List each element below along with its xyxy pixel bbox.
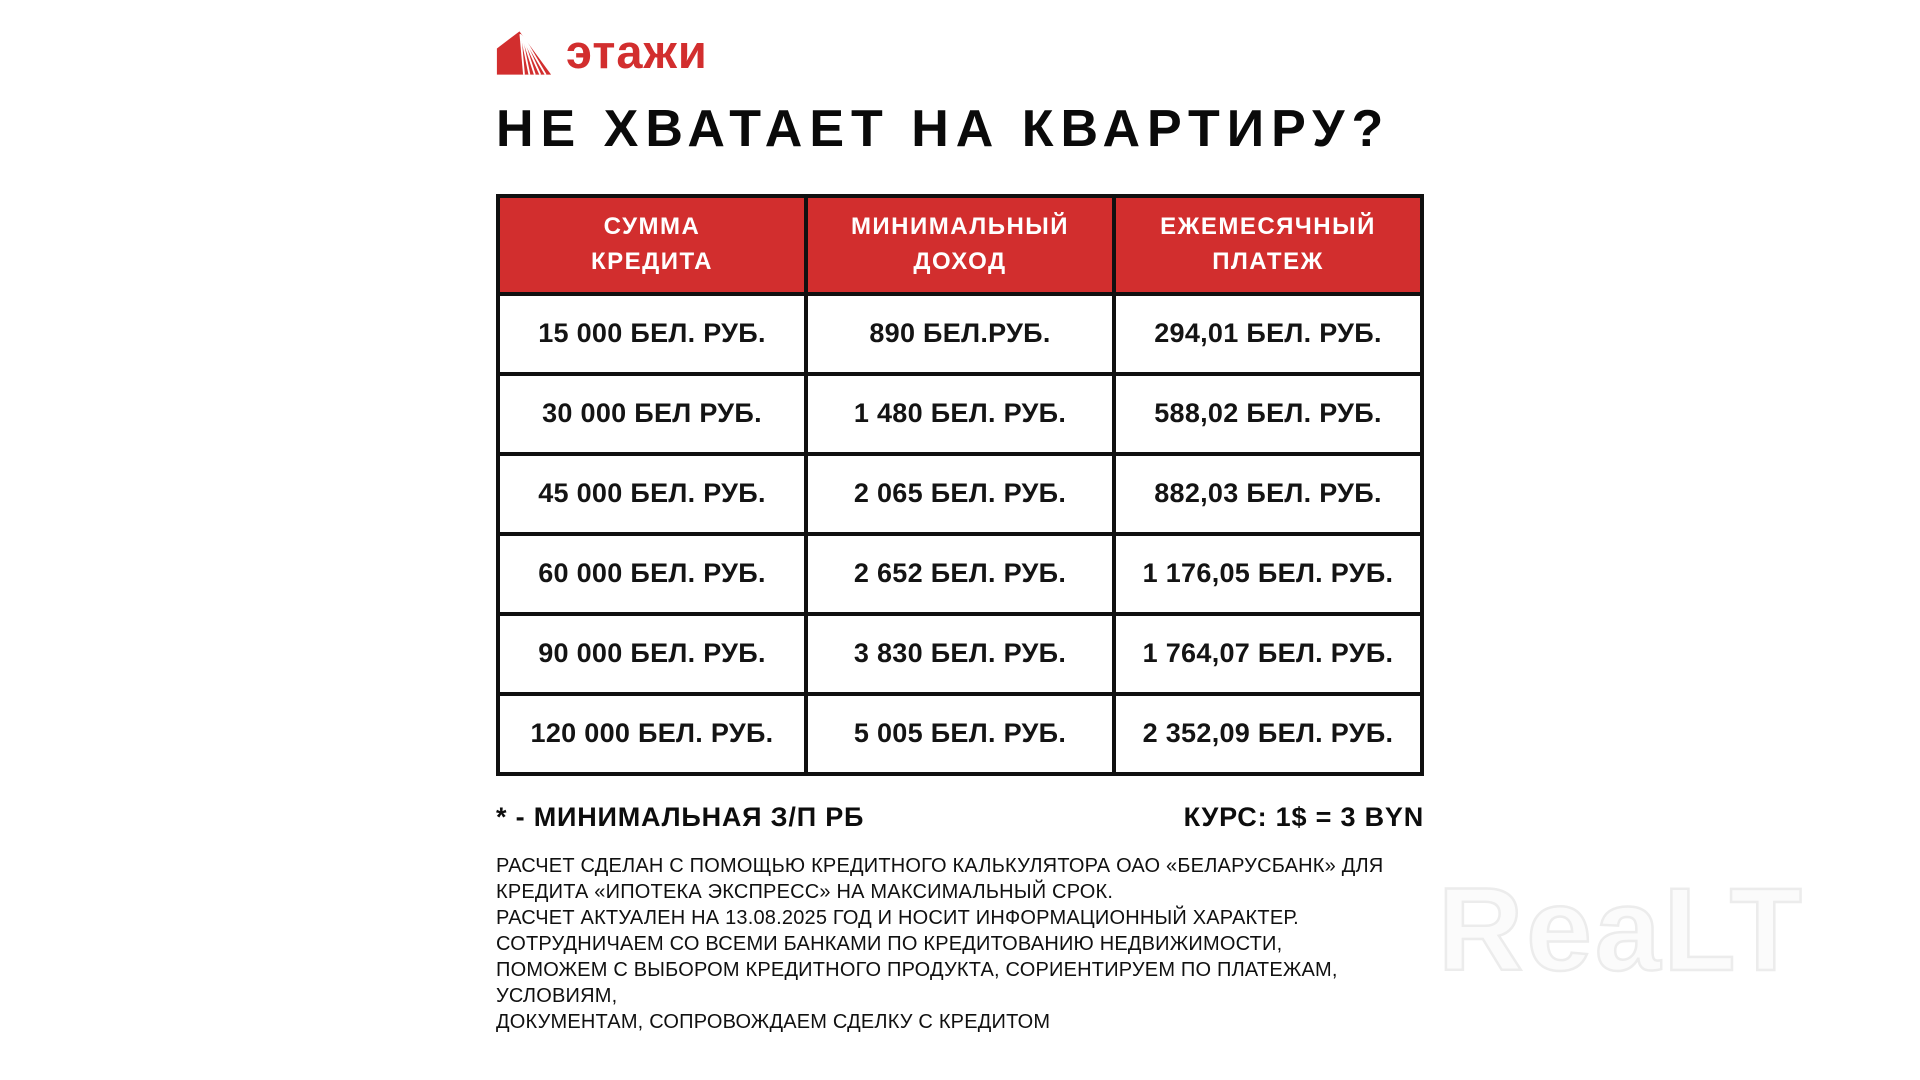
disclaimer-line: РАСЧЕТ АКТУАЛЕН НА 13.08.2025 ГОД И НОСИТ ИНФОРМАЦИОННЫЙ ХАРАКТЕР. — [496, 906, 1299, 929]
cell-credit-sum: 30 000 БЕЛ РУБ. — [498, 374, 806, 454]
cell-monthly-payment: 1 764,07 БЕЛ. РУБ. — [1114, 614, 1422, 694]
loan-table — [496, 194, 1424, 776]
cell-monthly-payment: 882,03 БЕЛ. РУБ. — [1114, 454, 1422, 534]
col-header-min-income-line2: ДОХОД — [913, 247, 1007, 275]
col-header-credit-sum-line2: КРЕДИТА — [591, 247, 713, 275]
cell-monthly-payment: 588,02 БЕЛ. РУБ. — [1114, 374, 1422, 454]
content-column — [496, 24, 1424, 1035]
table-row — [498, 374, 1422, 454]
etazhi-house-icon — [496, 29, 552, 77]
disclaimer-line: СОТРУДНИЧАЕМ СО ВСЕМИ БАНКАМИ ПО КРЕДИТОВАНИЮ НЕДВИЖИМОСТИ, — [496, 932, 1283, 955]
notes-row — [496, 802, 1424, 833]
etazhi-logo — [496, 24, 1424, 78]
cell-monthly-payment: 2 352,09 БЕЛ. РУБ. — [1114, 694, 1422, 774]
exchange-rate-note: КУРС: 1$ = 3 BYN — [1183, 801, 1424, 832]
disclaimer-text — [496, 853, 1424, 1035]
col-header-monthly-payment-line2: ПЛАТЕЖ — [1212, 247, 1324, 275]
cell-credit-sum: 45 000 БЕЛ. РУБ. — [498, 454, 806, 534]
table-row — [498, 534, 1422, 614]
table-row — [498, 454, 1422, 534]
header-row — [498, 196, 1422, 294]
cell-min-income: 5 005 БЕЛ. РУБ. — [806, 694, 1114, 774]
cell-credit-sum: 120 000 БЕЛ. РУБ. — [498, 694, 806, 774]
cell-credit-sum: 60 000 БЕЛ. РУБ. — [498, 534, 806, 614]
disclaimer-line: УСЛОВИЯМ, — [496, 984, 618, 1007]
table-row — [498, 294, 1422, 374]
col-header-monthly-payment — [1114, 196, 1422, 294]
disclaimer-line: КРЕДИТА «ИПОТЕКА ЭКСПРЕСС» НА МАКСИМАЛЬНЫЙ СРОК. — [496, 880, 1114, 903]
cell-credit-sum: 90 000 БЕЛ. РУБ. — [498, 614, 806, 694]
cell-monthly-payment: 294,01 БЕЛ. РУБ. — [1114, 294, 1422, 374]
loan-table-header — [498, 196, 1422, 294]
cell-min-income: 2 652 БЕЛ. РУБ. — [806, 534, 1114, 614]
disclaimer-line: ПОМОЖЕМ С ВЫБОРОМ КРЕДИТНОГО ПРОДУКТА, СОРИЕНТИРУЕМ ПО ПЛАТЕЖАМ, — [496, 958, 1338, 981]
realt-watermark: ReaLT — [1438, 864, 1805, 996]
col-header-credit-sum — [498, 196, 806, 294]
col-header-min-income-line1: МИНИМАЛЬНЫЙ — [850, 213, 1070, 240]
cell-min-income: 2 065 БЕЛ. РУБ. — [806, 454, 1114, 534]
etazhi-logo-text: этажи — [566, 24, 708, 78]
disclaimer-line: ДОКУМЕНТАМ, СОПРОВОЖДАЕМ СДЕЛКУ С КРЕДИТОМ — [496, 1010, 1051, 1033]
cell-min-income: 3 830 БЕЛ. РУБ. — [806, 614, 1114, 694]
table-row — [498, 694, 1422, 774]
col-header-credit-sum-line1: СУММА — [603, 213, 701, 240]
cell-min-income: 1 480 БЕЛ. РУБ. — [806, 374, 1114, 454]
loan-table-body — [498, 294, 1422, 774]
cell-credit-sum: 15 000 БЕЛ. РУБ. — [498, 294, 806, 374]
cell-monthly-payment: 1 176,05 БЕЛ. РУБ. — [1114, 534, 1422, 614]
cell-min-income: 890 БЕЛ.РУБ. — [806, 294, 1114, 374]
col-header-monthly-payment-line1: ЕЖЕМЕСЯЧНЫЙ — [1160, 213, 1376, 240]
footnote-min-salary: * - МИНИМАЛЬНАЯ З/П РБ — [496, 801, 865, 832]
col-header-min-income — [806, 196, 1114, 294]
disclaimer-line: РАСЧЕТ СДЕЛАН С ПОМОЩЬЮ КРЕДИТНОГО КАЛЬКУЛЯТОРА ОАО «БЕЛАРУСБАНК» ДЛЯ — [496, 854, 1384, 877]
poster-title: НЕ ХВАТАЕТ НА КВАРТИРУ? — [496, 100, 1391, 158]
table-row — [498, 614, 1422, 694]
